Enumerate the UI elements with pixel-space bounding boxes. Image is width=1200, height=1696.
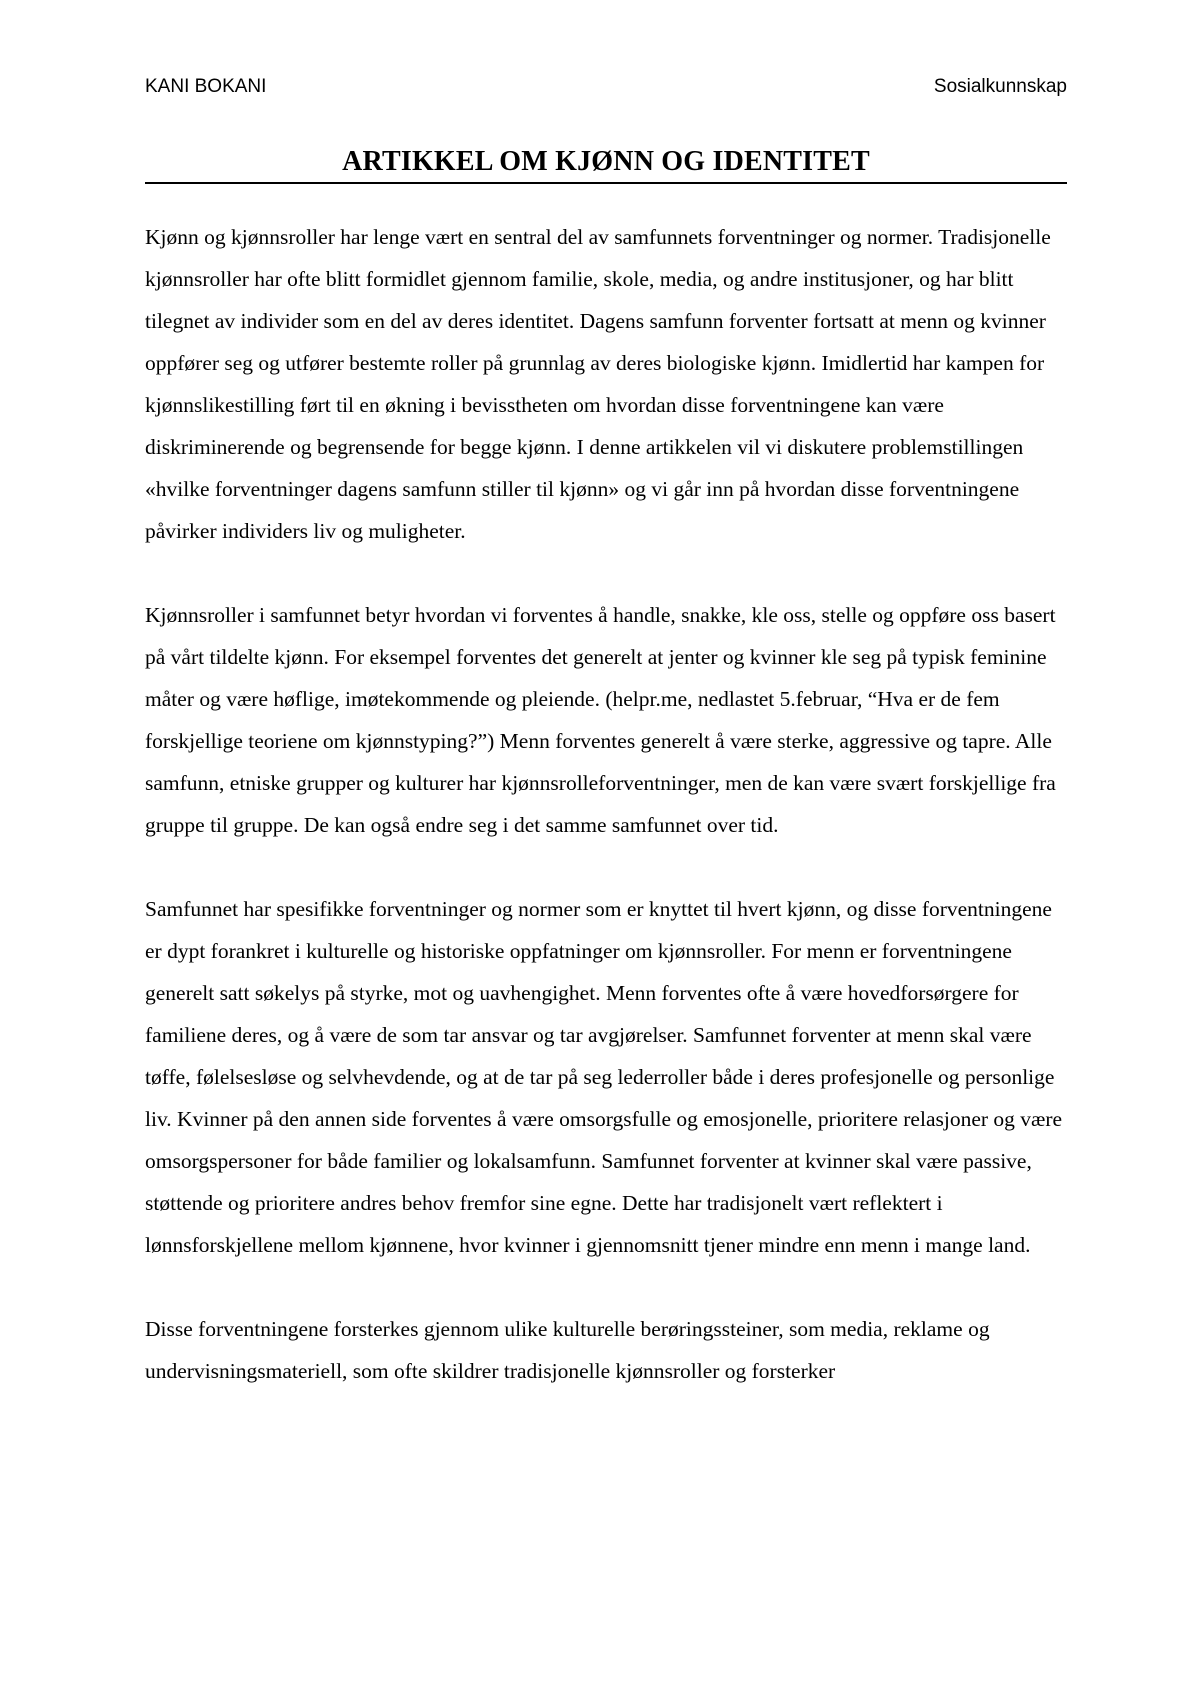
page-header bbox=[145, 72, 1067, 102]
document-body bbox=[145, 216, 1067, 1392]
paragraph-4: Disse forventningene forsterkes gjennom ulike kulturelle berøringssteiner, som media, reklame og undervisningsmateriell, som ofte skildrer tradisjonelle kjønnsroller og forsterker bbox=[145, 1317, 990, 1383]
paragraph-1: Kjønn og kjønnsroller har lenge vært en sentral del av samfunnets forventninger og normer. Tradisjonelle kjønnsroller har ofte blitt formidlet gjennom familie, skole, media, og andre institusjoner, og har blitt tilegnet av individer som en del av deres identitet. Dagens samfunn forventer fortsatt at menn og kvinner oppfører seg og utfører bestemte roller på grunnlag av deres biologiske kjønn. Imidlertid har kampen for kjønnslikestilling ført til en økning i bevisstheten om hvordan disse forventningene kan være diskriminerende og begrensende for begge kjønn. I denne artikkelen vil vi diskutere problemstillingen «hvilke forventninger dagens samfunn stiller til kjønn» og vi går inn på hvordan disse forventningene påvirker individers liv og muligheter. bbox=[145, 225, 1051, 543]
paragraph-3: Samfunnet har spesifikke forventninger og normer som er knyttet til hvert kjønn, og disse forventningene er dypt forankret i kulturelle og historiske oppfatninger om kjønnsroller. For menn er forventningene generelt satt søkelys på styrke, mot og uavhengighet. Menn forventes ofte å være hovedforsørgere for familiene deres, og å være de som tar ansvar og tar avgjørelser. Samfunnet forventer at menn skal være tøffe, følelsesløse og selvhevdende, og at de tar på seg lederroller både i deres profesjonelle og personlige liv. Kvinner på den annen side forventes å være omsorgsfulle og emosjonelle, prioritere relasjoner og være omsorgspersoner for både familier og lokalsamfunn. Samfunnet forventer at kvinner skal være passive, støttende og prioritere andres behov fremfor sine egne. Dette har tradisjonelt vært reflektert i lønnsforskjellene mellom kjønnene, hvor kvinner i gjennomsnitt tjener mindre enn menn i mange land. bbox=[145, 897, 1063, 1257]
paragraph-2: Kjønnsroller i samfunnet betyr hvordan vi forventes å handle, snakke, kle oss, stelle og oppføre oss basert på vårt tildelte kjønn. For eksempel forventes det generelt at jenter og kvinner kle seg på typisk feminine måter og være høflige, imøtekommende og pleiende. (helpr.me, nedlastet 5.februar, “Hva er de fem forskjellige teoriene om kjønnstyping?”) Menn forventes generelt å være sterke, aggressive og tapre. Alle samfunn, etniske grupper og kulturer har kjønnsrolleforventninger, men de kan være svært forskjellige fra gruppe til gruppe. De kan også endre seg i det samme samfunnet over tid. bbox=[145, 603, 1056, 837]
title-block bbox=[145, 144, 1067, 184]
header-subject: Sosialkunnskap bbox=[933, 76, 1067, 97]
header-author: KANI BOKANI bbox=[145, 76, 267, 97]
document-title: ARTIKKEL OM KJØNN OG IDENTITET bbox=[342, 146, 870, 177]
